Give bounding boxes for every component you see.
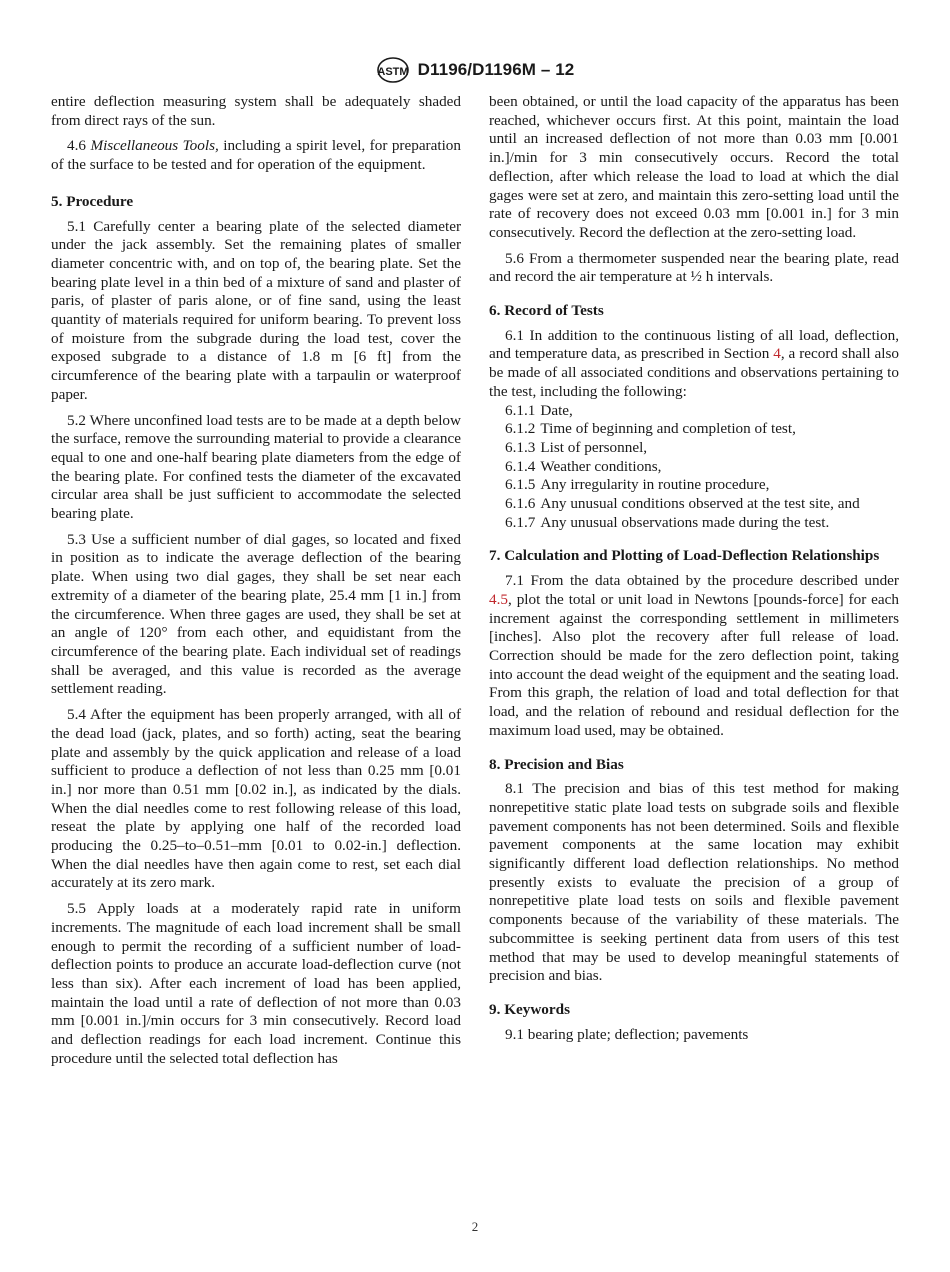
paragraph-5-5: 5.5 Apply loads at a moderately rapid rate in uniform increments. The magnitude of each load increment shall be small enough to permit the recording of a sufficient number of load-deflection points to produce an accurate load-deflection curve (not less than six). After each increment of load has been applied, maintain the load until a rate of deflection of not more than 0.03 mm [0.001 in.]/min occurs for 3 min consecutively. Record load and deflection readings for each load increment. Continue this procedure until the selected total deflection has	[51, 900, 461, 1067]
list-item-6-1-5: 6.1.5 Any irregularity in routine procedure,	[505, 476, 770, 494]
left-column	[51, 93, 461, 1075]
right-column	[489, 93, 899, 1051]
paragraph-5-3: 5.3 Use a sufficient number of dial gages, so located and fixed in position as to indicate the average deflection of the bearing plate. When using two dial gages, they shall be set near each extremity of a diameter of the bearing plate, 25.4 mm [1 in.] from the circumference. When three gages are used, they shall be set at an angle of 120° from each other, and equidistant from the circumference of the bearing plate. Each individual set of readings shall be averaged, and this value is recorded as the average settlement reading.	[51, 530, 461, 698]
term-miscellaneous-tools: Miscellaneous Tools,	[90, 137, 219, 155]
paragraph-5-1: 5.1 Carefully center a bearing plate of the selected diameter under the jack assembly. Set the remaining plates of smaller diameter concentric with, and on top of, the bearing plate. Set the bearing plate level in a thin bed of a mixture of sand and plaster of paris, of plaster of paris alone, or of fine sand, using the least quantity of materials required for uniform bearing. To prevent loss of moisture from the subgrade during the load test, cover the exposed subgrade to a distance of 1.8 m [6 ft] from the circumference of the bearing plate with a tarpaulin or waterproof paper.	[51, 217, 461, 403]
list-item-6-1-6: 6.1.6 Any unusual conditions observed at the test site, and	[505, 495, 860, 513]
list-item-6-1-7: 6.1.7 Any unusual observations made during the test.	[505, 513, 830, 531]
paragraph-9-1: 9.1 bearing plate; deflection; pavements	[505, 1025, 749, 1043]
list-item-6-1-1: 6.1.1 Date,	[505, 401, 573, 419]
section-4-5-link[interactable]: 4.5	[489, 590, 508, 608]
astm-logo-icon	[376, 56, 410, 84]
paragraph-5-5-continued: been obtained, or until the load capacity of the apparatus has been reached, whichever occurs first. At this point, maintain the load until an increased deflection of not more than 0.03 mm [0.001 in.]/min for 3 min consecutively occurs. Record the total deflection, after which release the load to load at which the dial gages were set at zero, and maintain this zero-setting load until the rate of recovery does not exceed 0.03 mm [0.001 in.] for 3 min consecutively. Record the deflection at the zero-setting load.	[489, 93, 899, 241]
paragraph-7-1: 7.1 From the data obtained by the procedure described under 4.5, plot the total or unit load in Newtons [pounds-force] for each increment against the corresponding settlement in millimeters [inches]. Also plot the recovery after full release of load. Correction should be made for the zero deflection point, taking into account the dead weight of the equipment and the seating load. From this graph, the relation of load and total deflection for that load, and the relation of rebound and residual deflection for the maximum load used, may be obtained.	[489, 572, 899, 739]
section-5-heading: 5. Procedure	[51, 192, 134, 210]
paragraph-5-4: 5.4 After the equipment has been properly arranged, with all of the dead load (jack, plates, and so forth) acting, seat the bearing plate and assembly by the quick application and release of a load sufficient to produce a deflection of not less than 0.25 mm [0.01 in.] nor more than 0.51 mm [0.02 in.], as indicated by the dials. When the dial needles come to rest following release of this load, reseat the plate by applying one half of the recorded load producing the 0.25–to–0.51–mm [0.01 to 0.02-in.] deflection. When the dial needles have then again come to rest, set each dial accurately at its zero mark.	[51, 706, 461, 892]
section-6-heading: 6. Record of Tests	[489, 302, 604, 320]
list-item-6-1-4: 6.1.4 Weather conditions,	[505, 457, 662, 475]
paragraph-5-6: 5.6 From a thermometer suspended near the bearing plate, read and record the air temperature at ½ h intervals.	[489, 249, 899, 286]
svg-text:ASTM: ASTM	[377, 66, 409, 78]
section-8-heading: 8. Precision and Bias	[489, 755, 624, 773]
list-item-6-1-3: 6.1.3 List of personnel,	[505, 438, 648, 456]
section-9-heading: 9. Keywords	[489, 1000, 570, 1018]
paragraph-5-2: 5.2 Where unconfined load tests are to be made at a depth below the surface, remove the surrounding material to provide a clearance equal to one and one-half bearing plate diameters from the edge of the bearing plate. For confined tests the diameter of the excavated circular area shall be just sufficient to accommodate the selected bearing plate.	[51, 411, 461, 523]
list-item-6-1-2: 6.1.2 Time of beginning and completion of test,	[505, 420, 796, 438]
paragraph-8-1: 8.1 The precision and bias of this test method for making nonrepetitive static plate load tests on subgrade soils and flexible pavement components has not been determined. Soils and flexible pavement components at the same location may exhibit significantly different load deflection relationships. No method presently exists to evaluate the precision of a group of nonrepetitive plate load tests on soils and flexible pavement components because of the variability of these materials. The subcommittee is seeking pertinent data from users of this test method that may be used to develop meaningful statements of precision and bias.	[489, 780, 899, 985]
page-number: 2	[471, 1219, 479, 1234]
paragraph-6-1: 6.1 In addition to the continuous listing of all load, deflection, and temperature data, as prescribed in Section 4, a record shall also be made of all associated conditions and observations pertaining to the test, including the following:	[489, 326, 899, 400]
section-7-heading: 7. Calculation and Plotting of Load-Deflection Relationships	[489, 547, 880, 565]
page-header	[0, 56, 950, 84]
paragraph-4-6: 4.6 Miscellaneous Tools, including a spirit level, for preparation of the surface to be tested and for operation of the equipment.	[51, 137, 461, 174]
paragraph-4-5-continued: entire deflection measuring system shall be adequately shaded from direct rays of the sun.	[51, 93, 461, 129]
standard-designation: D1196/D1196M – 12	[417, 60, 575, 79]
section-4-link[interactable]: 4	[773, 345, 781, 363]
